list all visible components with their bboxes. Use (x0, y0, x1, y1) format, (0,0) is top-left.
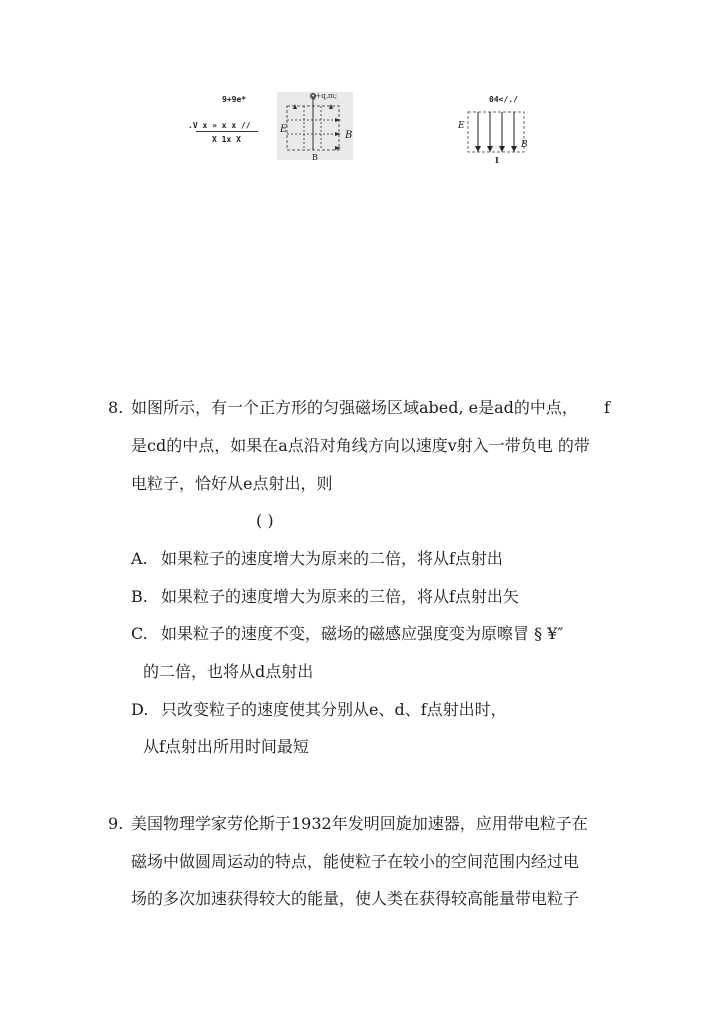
q8-line-1-tail: f (604, 398, 610, 417)
figure-c-caption: 04</./ (489, 95, 518, 104)
figure-a-boundary-line (196, 131, 258, 132)
figure-c-bottom-label: I (495, 155, 499, 165)
figure-a-field-row-2: X 1x X (212, 135, 241, 144)
figure-b-b-label: B (345, 130, 353, 141)
figure-b-drawing (277, 92, 353, 160)
q9-line-1: 美国物理学家劳伦斯于1932年发明回旋加速器，应用带电粒子在 (131, 814, 588, 833)
figure-b-charge-label: q+q,m; (311, 92, 338, 100)
q8-option-c-continuation: 的二倍，也将从d点射出 (143, 662, 314, 681)
q8-line-3: 电粒子，恰好从e点射出，则 (131, 474, 333, 493)
q8-option-a-text: 如果粒子的速度增大为原来的二倍，将从f点射出 (161, 549, 503, 568)
figure-c-e-label: E (458, 121, 465, 131)
q9-line-2: 磁场中做圆周运动的特点，能使粒子在较小的空间范围内经过电 (131, 852, 580, 871)
q8-line-2: 是cd的中点，如果在a点沿对角线方向以速度v射入一带负电 的带 (131, 436, 590, 455)
figure-a-field-row: .V x » x x // (188, 121, 251, 130)
q8-number: 8. (108, 398, 124, 417)
q8-option-d-text: 只改变粒子的速度使其分别从e、d、f点射出时， (161, 700, 507, 719)
figure-c-b-label: B (521, 140, 528, 150)
q8-option-a-label: A. (131, 549, 148, 568)
q8-option-b-text: 如果粒子的速度增大为原来的三倍，将从f点射出矢 (161, 587, 519, 606)
q8-option-b-label: B. (131, 587, 148, 606)
q8-answer-blank: ( ) (256, 511, 274, 530)
q8-option-c-label: C. (131, 624, 148, 643)
q8-option-c-text: 如果粒子的速度不变，磁场的磁感应强度变为原嚓冒 § ¥″ (161, 624, 564, 643)
figure-a-caption: 9+9e* (222, 95, 247, 104)
q9-number: 9. (108, 814, 124, 833)
q9-line-3: 场的多次加速获得较大的能量，使人类在获得较高能量带电粒子 (131, 889, 580, 908)
figure-b-e-label: E (280, 124, 288, 135)
figure-b-caption: B (312, 153, 318, 162)
q8-line-1: 如图所示，有一个正方形的匀强磁场区域abed, e是ad的中点， (131, 398, 578, 417)
figure-b-field-diagram (277, 92, 353, 160)
q8-option-d-continuation: 从f点射出所用时间最短 (143, 737, 309, 756)
q8-option-d-label: D. (131, 700, 149, 719)
